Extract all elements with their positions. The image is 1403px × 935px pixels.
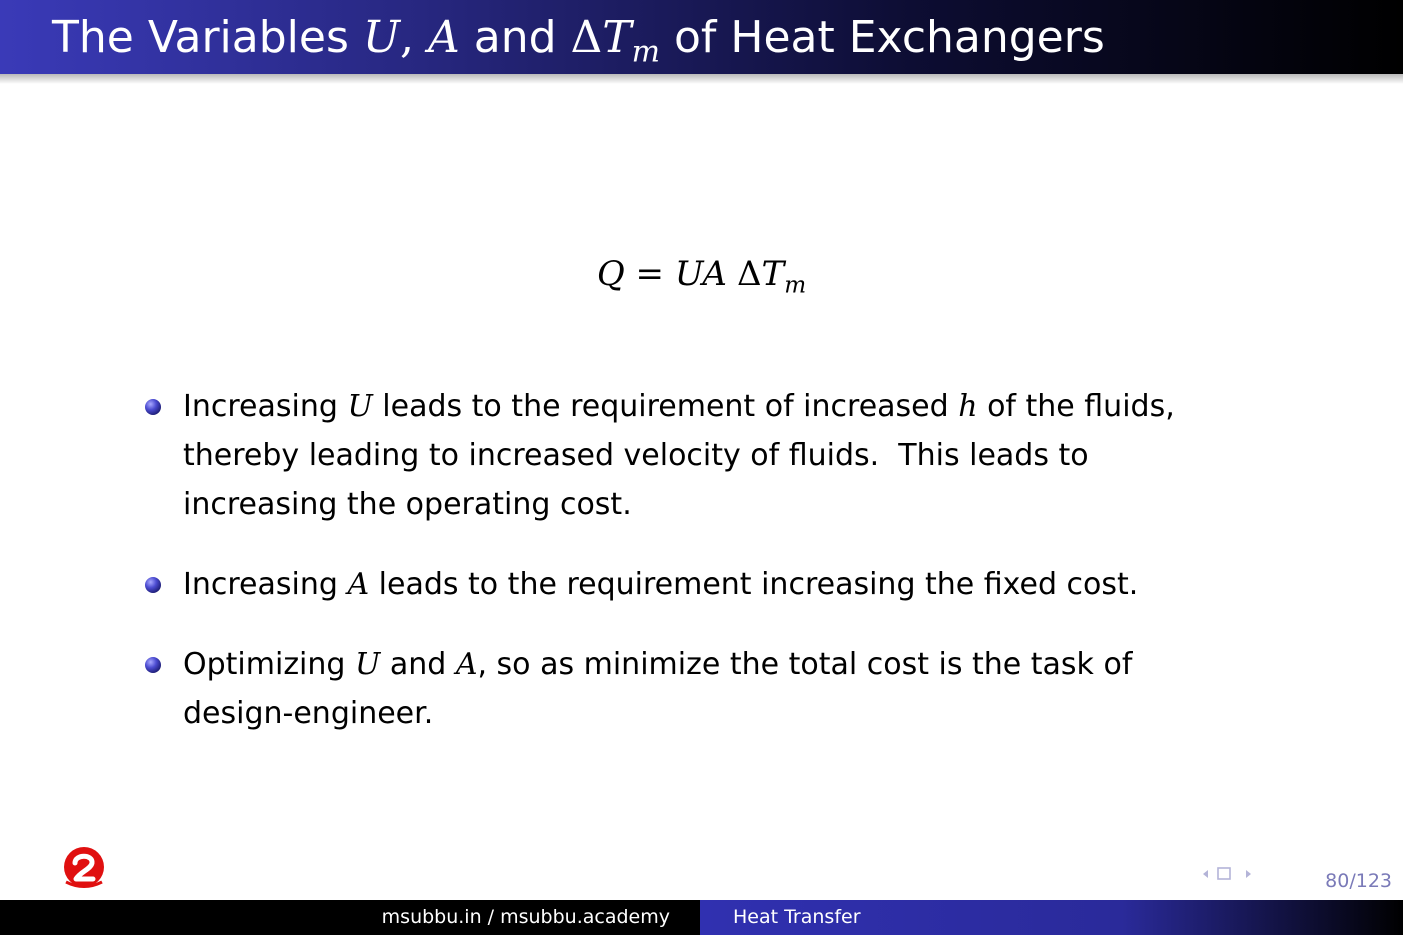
slide-title — [52, 10, 1105, 70]
prev-triangle-icon[interactable] — [1203, 870, 1208, 878]
bullet-text: increasing the operating cost. — [183, 487, 632, 522]
bullet-text: leads to the requirement of increased — [372, 389, 959, 424]
bullet-text: , so as minimize the total cost is the task of — [477, 647, 1133, 682]
title-delta: Δ — [570, 12, 603, 63]
bullet-text: design-engineer. — [183, 696, 434, 731]
footer-course-title: Heat Transfer — [700, 900, 1403, 935]
eq-t: T — [761, 254, 785, 294]
bullet-ball-icon — [145, 657, 161, 673]
eq-u: U — [674, 254, 703, 294]
bullet-text: thereby leading to increased velocity of fluids. This leads to — [183, 438, 1089, 473]
bullet-item — [145, 382, 1325, 529]
title-var-a: A — [427, 12, 460, 63]
bullet-var: h — [958, 389, 978, 424]
title-sub-m: m — [631, 34, 661, 70]
title-comma: , — [399, 12, 428, 63]
bullet-text: and — [380, 647, 456, 682]
bullet-var: U — [355, 647, 381, 682]
title-var-t: T — [602, 12, 632, 63]
title-prefix: The Variables — [52, 12, 363, 63]
bullet-var: A — [347, 567, 370, 602]
footer-author: msubbu.in / msubbu.academy — [0, 900, 700, 935]
eq-a: A — [702, 254, 727, 294]
footer — [0, 900, 1403, 935]
heat-transfer-equation — [0, 252, 1403, 299]
bullet-list — [145, 382, 1325, 738]
title-and: and — [459, 12, 571, 63]
bullet-ball-icon — [145, 399, 161, 415]
eq-sub-m: m — [784, 272, 807, 299]
bullet-text: Increasing — [183, 567, 348, 602]
bullet-item — [145, 640, 1325, 738]
bullet-text: Optimizing — [183, 647, 355, 682]
bullet-text: leads to the requirement increasing the fixed cost. — [369, 567, 1139, 602]
eq-equals: = — [624, 254, 675, 294]
bullet-item — [145, 560, 1325, 609]
title-shadow — [0, 74, 1403, 84]
eq-delta: Δ — [736, 254, 762, 294]
bullet-var: U — [347, 389, 373, 424]
bullet-ball-icon — [145, 577, 161, 593]
red-circle-logo-icon[interactable] — [62, 846, 106, 890]
title-var-u: U — [362, 12, 400, 63]
bullet-text: Increasing — [183, 389, 348, 424]
page-number: 80/123 — [1325, 870, 1392, 892]
title-suffix: of Heat Exchangers — [660, 12, 1105, 63]
eq-q: Q — [596, 254, 625, 294]
next-triangle-icon[interactable] — [1246, 870, 1251, 878]
bullet-text: of the fluids, — [977, 389, 1175, 424]
slide-navigation — [1197, 866, 1259, 882]
frame-square-icon[interactable] — [1218, 868, 1230, 879]
bullet-var: A — [455, 647, 478, 682]
